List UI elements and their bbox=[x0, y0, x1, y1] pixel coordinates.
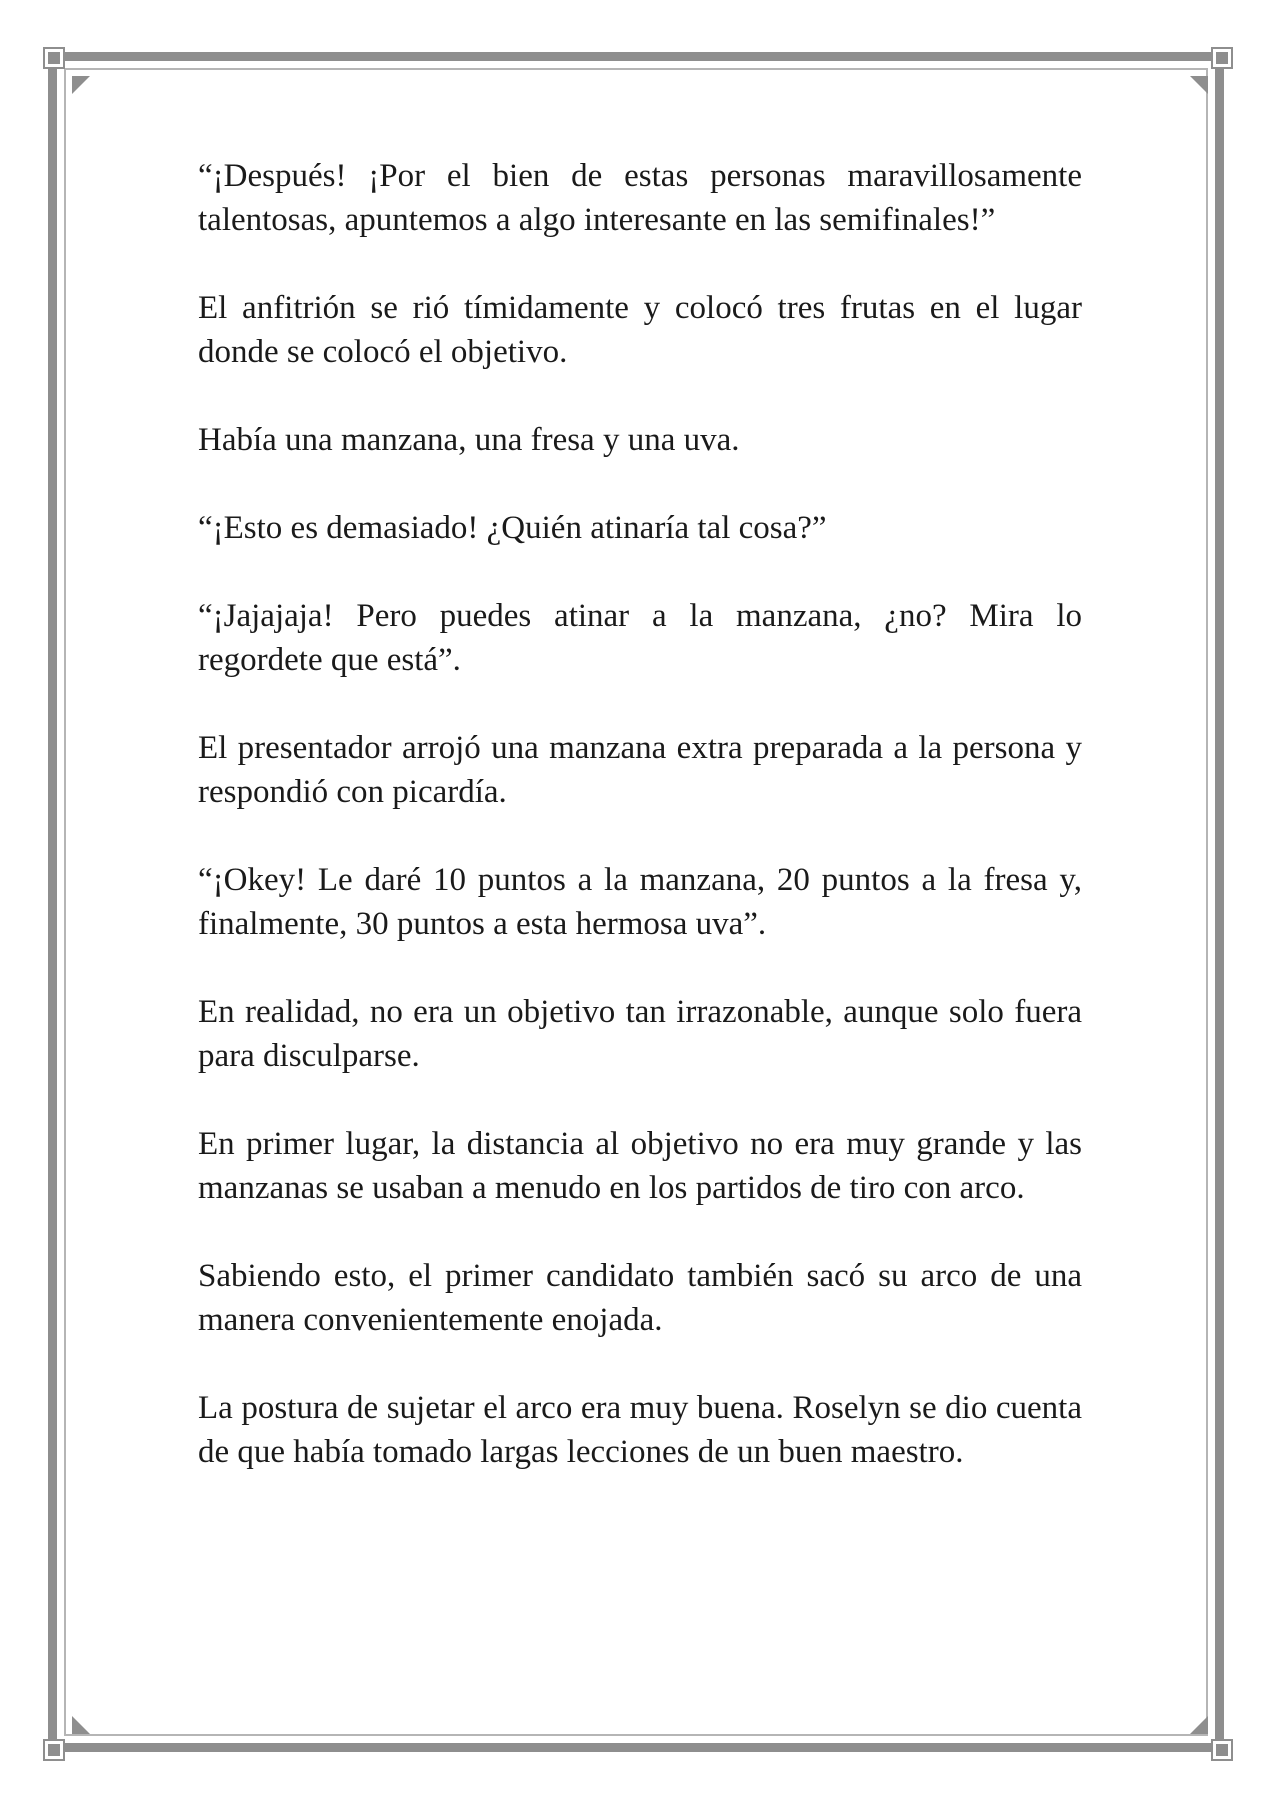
paragraph: En primer lugar, la distancia al objetivo no era muy grande y las manzanas se usaban a menudo en los partidos de tiro con arco. bbox=[198, 1126, 1082, 1206]
paragraph: “¡Okey! Le daré 10 puntos a la manzana, 20 puntos a la fresa y, finalmente, 30 puntos a esta hermosa uva”. bbox=[198, 862, 1082, 942]
corner-triangle-top-left bbox=[72, 76, 90, 94]
paragraph: “¡Jajajaja! Pero puedes atinar a la manzana, ¿no? Mira lo regordete que está”. bbox=[198, 598, 1082, 678]
paragraph: Había una manzana, una fresa y una uva. bbox=[198, 422, 740, 458]
corner-ornament-top-left bbox=[45, 49, 63, 67]
paragraph: “¡Esto es demasiado! ¿Quién atinaría tal cosa?” bbox=[198, 510, 827, 546]
paragraph: Sabiendo esto, el primer candidato también sacó su arco de una manera convenientemente enojada. bbox=[198, 1258, 1082, 1338]
page-body bbox=[198, 154, 1082, 1518]
corner-triangle-bottom-left bbox=[72, 1716, 90, 1734]
paragraph: En realidad, no era un objetivo tan irrazonable, aunque solo fuera para disculparse. bbox=[198, 994, 1082, 1074]
corner-ornament-top-right bbox=[1213, 49, 1231, 67]
paragraph: La postura de sujetar el arco era muy buena. Roselyn se dio cuenta de que había tomado largas lecciones de un buen maestro. bbox=[198, 1390, 1082, 1470]
corner-triangle-top-right bbox=[1190, 76, 1208, 94]
paragraph: El presentador arrojó una manzana extra preparada a la persona y respondió con picardía. bbox=[198, 730, 1082, 810]
corner-ornament-bottom-right bbox=[1213, 1741, 1231, 1759]
paragraph: “¡Después! ¡Por el bien de estas personas maravillosamente talentosas, apuntemos a algo interesante en las semifinales!” bbox=[198, 158, 1082, 238]
corner-ornament-bottom-left bbox=[45, 1741, 63, 1759]
paragraph: El anfitrión se rió tímidamente y colocó tres frutas en el lugar donde se colocó el objetivo. bbox=[198, 290, 1082, 370]
corner-triangle-bottom-right bbox=[1190, 1716, 1208, 1734]
